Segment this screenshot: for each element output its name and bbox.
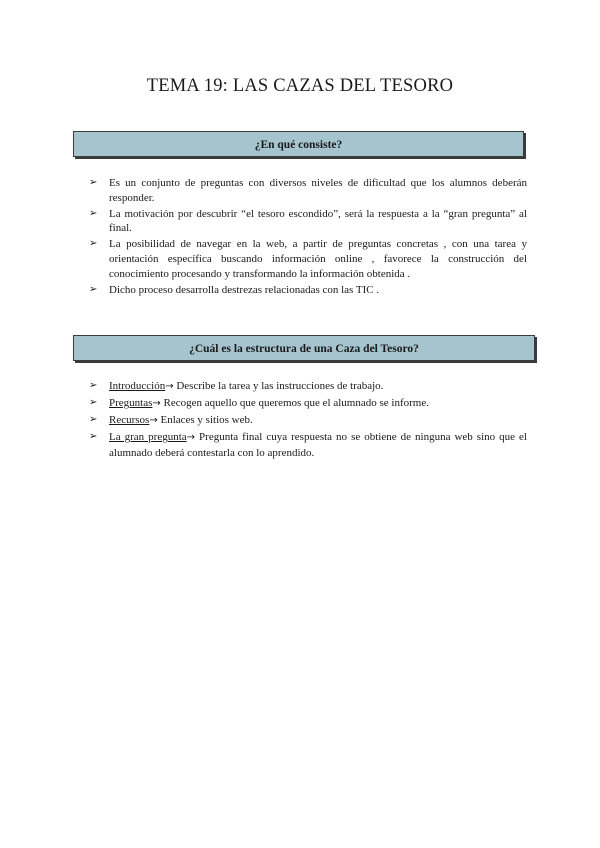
arrowhead-bullet-icon: ➢ [89,414,98,426]
list-item-text: Es un conjunto de preguntas con diversos niveles de dificultad que los alumnos deberán responder. [109,177,527,204]
list-item [89,283,527,298]
structure-term: Preguntas [109,397,153,410]
section-header-what-is-it: ¿En qué consiste? [73,131,524,157]
structure-term: La gran pregunta [109,431,187,444]
list-item [89,396,527,412]
structure-description: Enlaces y sitios web. [157,414,253,427]
arrowhead-bullet-icon: ➢ [89,177,98,188]
arrowhead-bullet-icon: ➢ [89,431,98,443]
structure-list [89,379,527,462]
structure-description: Recogen aquello que queremos que el alumnado se informe. [160,397,429,410]
list-item-text: La posibilidad de navegar en la web, a partir de preguntas concretas , con una tarea y orientación específica buscando información online , favorece la construcción del conocimiento procesando y transformando la información obtenida . [109,238,527,280]
page-title: TEMA 19: LAS CAZAS DEL TESORO [146,76,454,96]
right-arrow-icon: → [149,415,158,427]
arrowhead-bullet-icon: ➢ [89,207,98,219]
list-item-text: La motivación por descubrir “el tesoro escondido”, será la respuesta a la “gran pregunta” al final. [109,207,527,235]
structure-term: Introducción [109,380,166,392]
section-header-structure: ¿Cuál es la estructura de una Caza del Tesoro? [73,335,535,361]
structure-description: Describe la tarea y las instrucciones de trabajo. [173,380,384,392]
list-item [89,237,527,281]
structure-term: Recursos [109,414,150,427]
list-item [89,379,527,395]
list-item [89,176,527,205]
structure-description: Pregunta final cuya respuesta no se obtiene de ninguna web sino que el alumnado deberá contestarla con lo aprendido. [109,431,527,459]
arrowhead-bullet-icon: ➢ [89,380,98,391]
arrowhead-bullet-icon: ➢ [89,238,98,250]
right-arrow-icon: → [165,381,174,392]
list-item [89,207,527,236]
list-item [89,430,527,460]
list-item-text: Dicho proceso desarrolla destrezas relacionadas con las TIC . [109,283,380,296]
arrowhead-bullet-icon: ➢ [89,283,98,295]
list-item [89,413,527,429]
definition-list [89,176,527,299]
right-arrow-icon: → [152,398,161,410]
right-arrow-icon: → [186,432,196,444]
arrowhead-bullet-icon: ➢ [89,397,98,409]
